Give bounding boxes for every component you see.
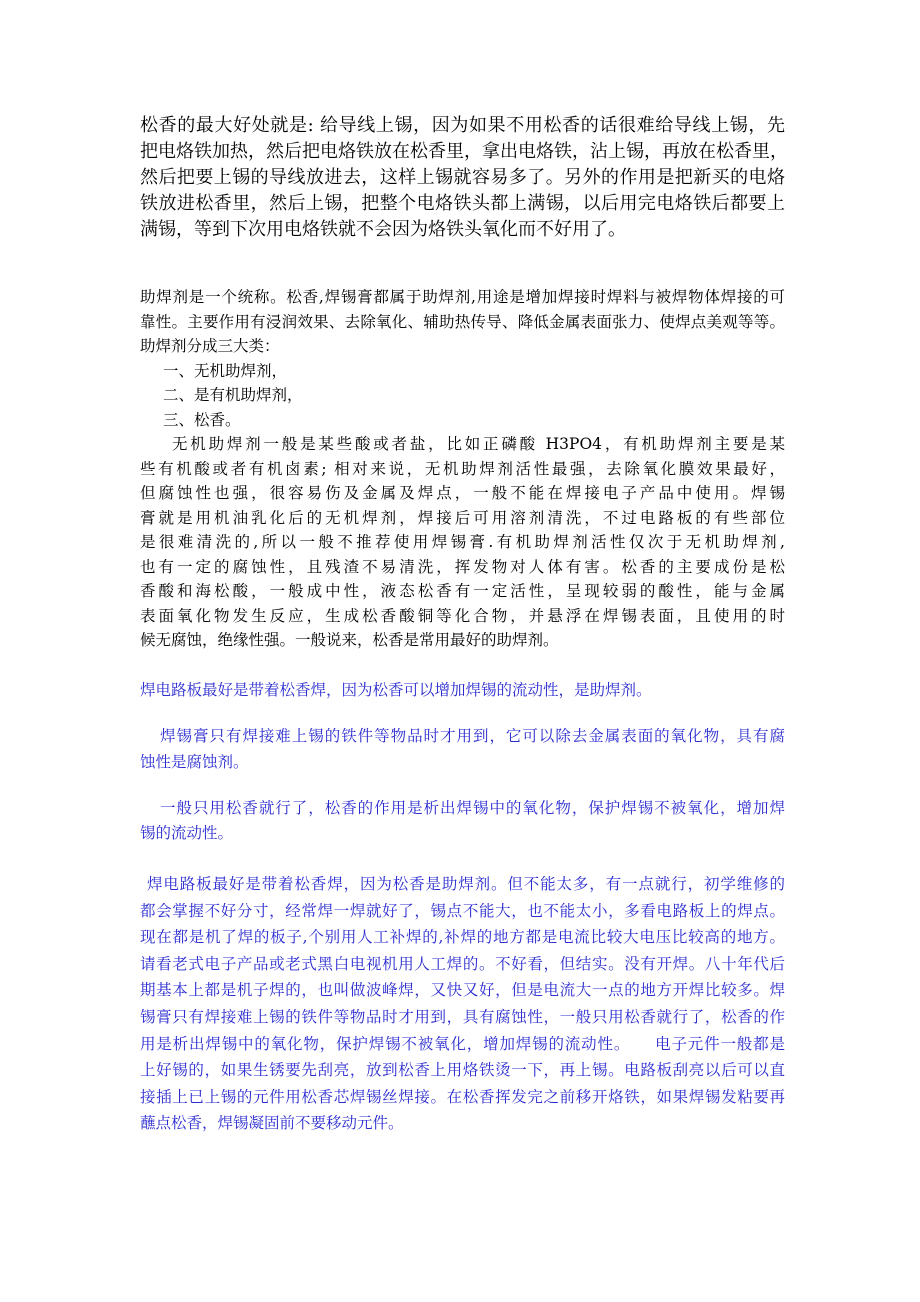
text-line: 候无腐蚀，绝缘性强。一般说来，松香是常用最好的助焊剂。 xyxy=(140,631,559,649)
text-line: 也有一定的腐蚀性，且残渣不易清洗，挥发物对人体有害。松香的主要成份是松 xyxy=(140,557,785,576)
text-line: 蚀性是腐蚀剂。 xyxy=(140,753,249,771)
text-line: 但腐蚀性也强，很容易伤及金属及焊点，一般不能在焊接电子产品中使用。焊锡 xyxy=(140,484,785,502)
text-line: 焊电路板最好是带着松香焊，因为松香可以增加焊锡的流动性，是助焊剂。 xyxy=(140,681,652,699)
text-line: 焊锡膏只有焊接难上锡的铁件等物品时才用到，它可以除去金属表面的氧化物，具有腐 xyxy=(160,727,785,745)
text-line: 然后把要上锡的导线放进去，这样上锡就容易多了。另外的作用是把新买的电烙 xyxy=(140,167,785,188)
paragraph-blue-rosin-usage xyxy=(140,796,785,846)
text-line: 满锡，等到下次用电烙铁就不会因为烙铁头氧化而不好用了。 xyxy=(140,219,626,240)
text-line: 请看老式电子产品或老式黑白电视机用人工焊的。不好看，但结实。没有开焊。八十年代后 xyxy=(140,954,785,973)
text-line: 锡膏只有焊接难上锡的铁件等物品时才用到，具有腐蚀性，一般只用松香就行了，松香的作 xyxy=(140,1007,785,1026)
text-line: 蘸点松香，焊锡凝固前不要移动元件。 xyxy=(140,1114,404,1133)
text-line: 松香的最大好处就是: 给导线上锡，因为如果不用松香的话很难给导线上锡，先 xyxy=(140,115,785,136)
text-line: 是很难清洗的,所以一般不推荐使用焊锡膏.有机助焊剂活性仅次于无机助焊剂, xyxy=(140,533,785,551)
text-line: 一般只用松香就行了，松香的作用是析出焊锡中的氧化物，保护焊锡不被氧化，增加焊 xyxy=(160,799,785,817)
paragraph-rosin-benefits xyxy=(140,113,788,243)
text-line: 一、无机助焊剂， xyxy=(163,361,288,380)
text-line: 助焊剂分成三大类： xyxy=(140,337,280,355)
text-line: 现在都是机了焊的板子,个别用人工补焊的,补焊的地方都是电流比较大电压比较高的地方。 xyxy=(140,928,785,947)
paragraph-flux-overview xyxy=(140,285,785,653)
text-line: 膏就是用机油乳化后的无机焊剂，焊接后可用溶剂清洗，不过电路板的有些部位 xyxy=(140,508,785,527)
text-line: 锡的流动性。 xyxy=(140,824,234,842)
text-line: 二、是有机助焊剂， xyxy=(163,386,303,404)
text-line: 接插上已上锡的元件用松香芯焊锡丝焊接。在松香挥发完之前移开烙铁，如果焊锡发粘要再 xyxy=(140,1087,785,1106)
paragraph-blue-solder-paste xyxy=(140,723,785,775)
text-line: 香酸和海松酸，一般成中性，液态松香有一定活性，呈现较弱的酸性，能与金属 xyxy=(140,582,785,600)
text-line: 三、松香。 xyxy=(163,410,241,429)
text-line: 上好锡的，如果生锈要先刮亮，放到松香上用烙铁烫一下，再上锡。电路板刮亮以后可以直 xyxy=(140,1061,785,1080)
text-line: 用是析出焊锡中的氧化物，保护焊锡不被氧化，增加焊锡的流动性。 电子元件一般都是 xyxy=(140,1034,785,1053)
text-line: 铁放进松香里，然后上锡，把整个电烙铁头都上满锡，以后用完电烙铁后都要上 xyxy=(140,193,785,214)
text-line: 期基本上都是机子焊的，也叫做波峰焊，又快又好，但是电流大一点的地方开焊比较多。焊 xyxy=(140,981,785,1000)
text-line: 把电烙铁加热，然后把电烙铁放在松香里，拿出电烙铁，沾上锡，再放在松香里， xyxy=(140,141,788,162)
text-line: 靠性。主要作用有浸润效果、去除氧化、辅助热传导、降低金属表面张力、使焊点美观等等。 xyxy=(140,312,785,331)
text-line: 表面氧化物发生反应，生成松香酸铜等化合物，并悬浮在焊锡表面，且使用的时 xyxy=(140,606,785,625)
text-line: 都会掌握不好分寸，经常焊一焊就好了，锡点不能大，也不能太小，多看电路板上的焊点。 xyxy=(140,901,785,920)
text-line: 无机助焊剂一般是某些酸或者盐，比如正磷酸 H3PO4，有机助焊剂主要是某 xyxy=(172,435,785,453)
text-line: 焊电路板最好是带着松香焊，因为松香是助焊剂。但不能太多，有一点就行，初学维修的 xyxy=(147,875,785,893)
text-line: 些有机酸或者有机卤素; 相对来说，无机助焊剂活性最强，去除氧化膜效果最好， xyxy=(140,459,785,478)
text-line: 助焊剂是一个统称。松香,焊锡膏都属于助焊剂,用途是增加焊接时焊料与被焊物体焊接的可 xyxy=(140,288,785,306)
paragraph-blue-rosin-soldering xyxy=(140,677,785,703)
paragraph-blue-soldering-tips xyxy=(140,871,785,1137)
